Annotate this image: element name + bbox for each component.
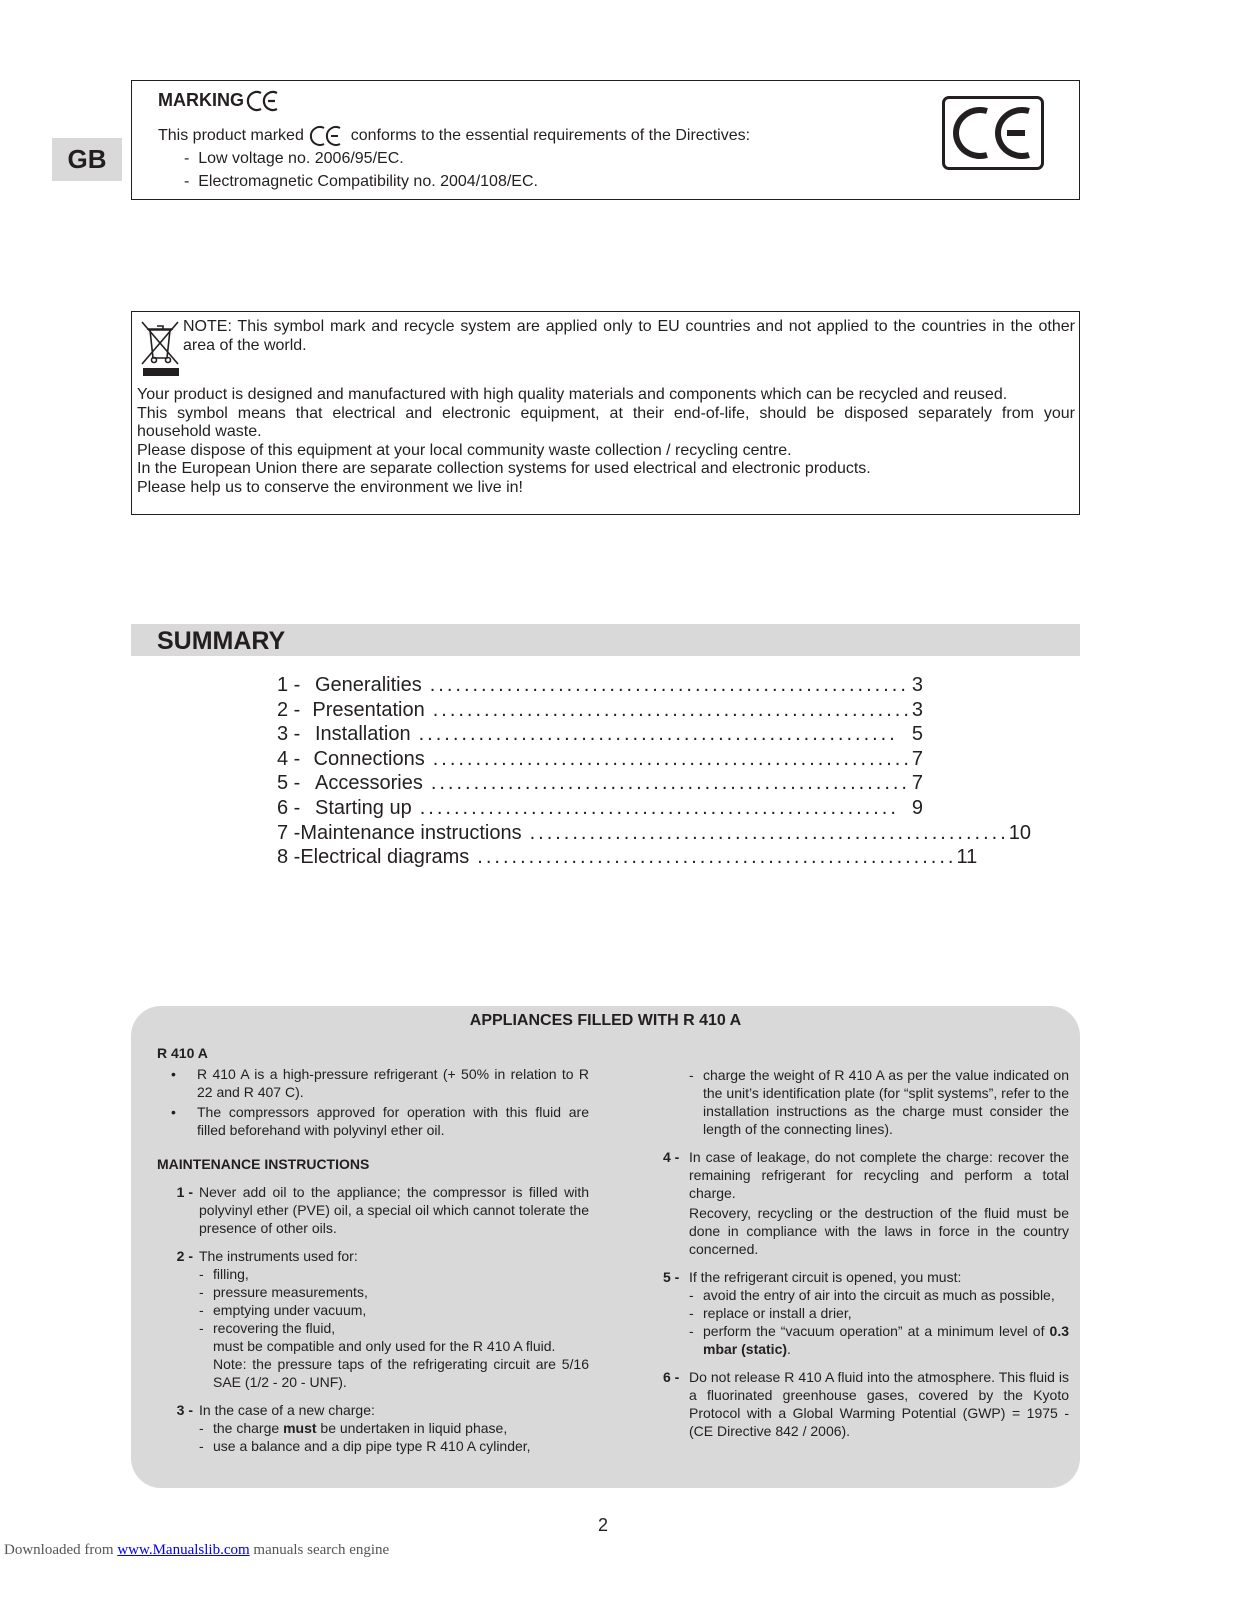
r410a-title: APPLIANCES FILLED WITH R 410 A (469, 1012, 742, 1029)
dash-item (199, 1319, 589, 1337)
toc-number: 3 - (277, 723, 301, 746)
toc-number: 1 - (277, 674, 301, 696)
crossed-bin-icon (138, 316, 182, 378)
dash-mark: - (689, 1067, 694, 1083)
instruction-note: Note: the pressure taps of the refrigerating circuit are 5/16 SAE (1/2 - 20 - UNF). (213, 1356, 589, 1390)
toc-page: 7 (911, 747, 923, 770)
dash-item (199, 1265, 589, 1283)
instruction-text: In the case of a new charge: (199, 1402, 375, 1418)
marking-title-text: MARKING (158, 90, 244, 110)
toc-leader: ........................................................ (430, 772, 910, 795)
dash-mark: - (199, 1438, 204, 1454)
toc-page: 3 (911, 698, 923, 721)
toc-entry[interactable] (277, 673, 923, 698)
toc-number: 4 - (277, 747, 301, 770)
instruction-2 (157, 1247, 589, 1391)
dash-text: use a balance and a dip pipe type R 410 A cylinder, (213, 1438, 531, 1454)
directive-item: - Low voltage no. 2006/95/EC. (184, 150, 404, 167)
toc-page: 11 (956, 846, 978, 869)
toc-leader: ........................................................ (419, 796, 899, 819)
toc-page: 5 (911, 723, 923, 746)
dash-text: emptying under vacuum, (213, 1302, 367, 1318)
instruction-body (689, 1148, 1069, 1258)
bullet-mark: • (171, 1104, 176, 1120)
toc-entry[interactable] (277, 747, 923, 772)
toc-leader: ........................................................ (477, 846, 957, 869)
dash-item (199, 1419, 531, 1437)
toc-leader: ........................................................ (418, 723, 898, 746)
dash-item (689, 1304, 1069, 1322)
text-run: perform the “vacuum operation” at a minimum level of (703, 1323, 1050, 1339)
directive-text: Electromagnetic Compatibility no. 2004/108/EC. (198, 173, 538, 190)
toc-leader: ........................................................ (529, 821, 1009, 844)
dash-text: charge the weight of R 410 A as per the value indicated on the unit’s identification plate (for “split systems”, refer to the installation instructions as the charge must consider the length of the connecting lines). (703, 1067, 1069, 1137)
toc-entry[interactable] (277, 821, 1031, 846)
dash-mark: - (199, 1420, 204, 1436)
dash-mark: - (199, 1302, 204, 1318)
directive-text: Low voltage no. 2006/95/EC. (198, 150, 404, 167)
recycle-line: Your product is designed and manufactured with high quality materials and components which can be recycled and reused. (137, 386, 1008, 403)
toc-number: 8 - (277, 846, 301, 869)
dash-item (199, 1437, 531, 1455)
toc-entry[interactable] (277, 771, 923, 796)
instruction-1 (157, 1183, 589, 1237)
text-run: be undertaken in liquid phase, (316, 1420, 508, 1436)
toc-leader: ........................................................ (429, 674, 909, 696)
instruction-number: 2 - (176, 1248, 193, 1264)
toc-page: 7 (911, 772, 923, 795)
r410a-right-column (663, 1066, 1069, 1440)
dash-item (199, 1301, 589, 1319)
instruction-text: Recovery, recycling or the destruction of the fluid must be done in compliance with the laws in force in the country concerned. (689, 1205, 1069, 1257)
dash-item (199, 1283, 589, 1301)
summary-title: SUMMARY (157, 627, 286, 655)
toc-leader: ........................................................ (432, 747, 912, 770)
download-footer (4, 1542, 389, 1559)
instruction-number: 1 - (176, 1184, 193, 1200)
instruction-5 (663, 1268, 1069, 1358)
toc-entry[interactable] (277, 722, 923, 747)
toc-entry[interactable] (277, 796, 923, 821)
dash-item (689, 1286, 1069, 1304)
instruction-body (199, 1401, 531, 1455)
toc-leader: ........................................................ (432, 698, 912, 721)
bullet-text: The compressors approved for operation with this fluid are filled beforehand with polyvinyl ether oil. (197, 1104, 589, 1138)
dash-text (213, 1419, 507, 1437)
marking-statement (158, 125, 750, 147)
dash-text: recovering the fluid, (213, 1320, 336, 1336)
page-number: 2 (598, 1515, 609, 1535)
instruction-body (199, 1247, 589, 1391)
toc-entry[interactable] (277, 698, 923, 723)
ce-logo-graphic (945, 99, 1041, 167)
marking-title (158, 88, 279, 112)
dash-mark: - (689, 1287, 694, 1303)
instruction-text: In case of leakage, do not complete the charge: recover the remaining refrigerant for recycling and perform a total charge. (689, 1149, 1069, 1201)
toc-page: 3 (911, 674, 923, 696)
recycle-line: In the European Union there are separate collection systems for used electrical and electronic products. (137, 460, 871, 478)
toc-entry[interactable] (277, 845, 978, 870)
instruction-number: 5 - (663, 1269, 680, 1285)
recycle-line: Please help us to conserve the environment we live in! (137, 478, 523, 496)
instruction-3 (157, 1401, 589, 1455)
footer-text: manuals search engine (249, 1542, 390, 1558)
r410a-left-column (157, 1044, 589, 1455)
text-bold: 0.3 mbar (static) (703, 1323, 1069, 1357)
dash-mark: - (199, 1320, 204, 1336)
footer-text: Downloaded from (4, 1542, 118, 1558)
toc-label: Installation (315, 723, 411, 746)
text-run: . (787, 1341, 791, 1357)
language-tab: GB (52, 138, 122, 181)
instruction-text: The instruments used for: (199, 1248, 358, 1264)
maintenance-title: MAINTENANCE INSTRUCTIONS (157, 1156, 370, 1172)
instruction-text: Never add oil to the appliance; the compressor is filled with polyvinyl ether (PVE) oil, a special oil which cannot tolerate the presence of other oils. (199, 1184, 589, 1236)
dash-text: replace or install a drier, (703, 1305, 852, 1321)
dash-mark: - (199, 1266, 204, 1282)
toc-number: 2 - (277, 698, 301, 721)
ce-logo-icon (942, 96, 1044, 170)
dash-mark: - (689, 1305, 694, 1321)
dash-item (689, 1322, 1069, 1358)
instruction-number: 3 - (176, 1402, 193, 1418)
toc-label: Generalities (315, 674, 422, 696)
instruction-text: Do not release R 410 A fluid into the atmosphere. This fluid is a fluorinated greenhouse gases, covered by the Kyoto Protocol with a Global Warming Potential (GWP) = 1975 - (CE Directive 842 / 2006). (689, 1369, 1069, 1439)
table-of-contents (277, 673, 1031, 870)
toc-label: Electrical diagrams (300, 846, 470, 869)
text-bold: must (283, 1420, 317, 1436)
dash-text (703, 1322, 1069, 1358)
instruction-text: If the refrigerant circuit is opened, you must: (689, 1269, 962, 1285)
toc-label: Presentation (312, 698, 425, 721)
recycle-note: NOTE: This symbol mark and recycle system are applied only to EU countries and not applied to the countries in the other area of the world. (183, 318, 1075, 354)
recycle-line: Please dispose of this equipment at your local community waste collection / recycling centre. (137, 441, 792, 459)
toc-page: 10 (1008, 821, 1031, 844)
instruction-number: 4 - (663, 1149, 680, 1165)
toc-label: Starting up (315, 796, 412, 819)
toc-label: Maintenance instructions (300, 821, 522, 844)
recycle-line: household waste. (137, 423, 262, 441)
instruction-4 (663, 1148, 1069, 1258)
dash-mark: - (199, 1284, 204, 1300)
toc-label: Accessories (315, 772, 423, 795)
text-run: the charge (213, 1420, 284, 1436)
dash-text: avoid the entry of air into the circuit as much as possible, (703, 1287, 1055, 1303)
dash-text: filling, (213, 1266, 249, 1282)
toc-number: 5 - (277, 772, 301, 795)
r410a-subtitle: R 410 A (157, 1045, 208, 1061)
toc-number: 7 - (277, 821, 301, 844)
bullet-item (157, 1103, 589, 1139)
dash-text: pressure measurements, (213, 1284, 368, 1300)
toc-page: 9 (911, 796, 923, 819)
instruction-number: 6 - (663, 1369, 680, 1385)
instruction-note: must be compatible and only used for the R 410 A fluid. (213, 1338, 556, 1354)
marking-line-post: conforms to the essential requirements of the Directives: (350, 127, 751, 145)
instruction-body (689, 1268, 1069, 1358)
dash-mark: - (689, 1323, 694, 1339)
instruction-6 (663, 1368, 1069, 1440)
bullet-mark: • (171, 1066, 176, 1082)
dash-item (663, 1066, 1069, 1138)
recycle-paragraph (137, 386, 1075, 498)
recycle-line: This symbol means that electrical and electronic equipment, at their end-of-life, should be disposed separately from your (137, 404, 1075, 422)
toc-number: 6 - (277, 796, 301, 819)
directive-item: - Electromagnetic Compatibility no. 2004/108/EC. (184, 173, 538, 190)
ce-mark-icon (312, 125, 342, 147)
manualslib-link[interactable]: www.Manualslib.com (117, 1542, 250, 1558)
marking-line-pre: This product marked (158, 127, 304, 145)
bullet-item (157, 1065, 589, 1101)
ce-mark-icon (249, 90, 279, 112)
toc-label: Connections (313, 747, 425, 770)
bullet-text: R 410 A is a high-pressure refrigerant (+ 50% in relation to R 22 and R 407 C). (197, 1066, 589, 1100)
